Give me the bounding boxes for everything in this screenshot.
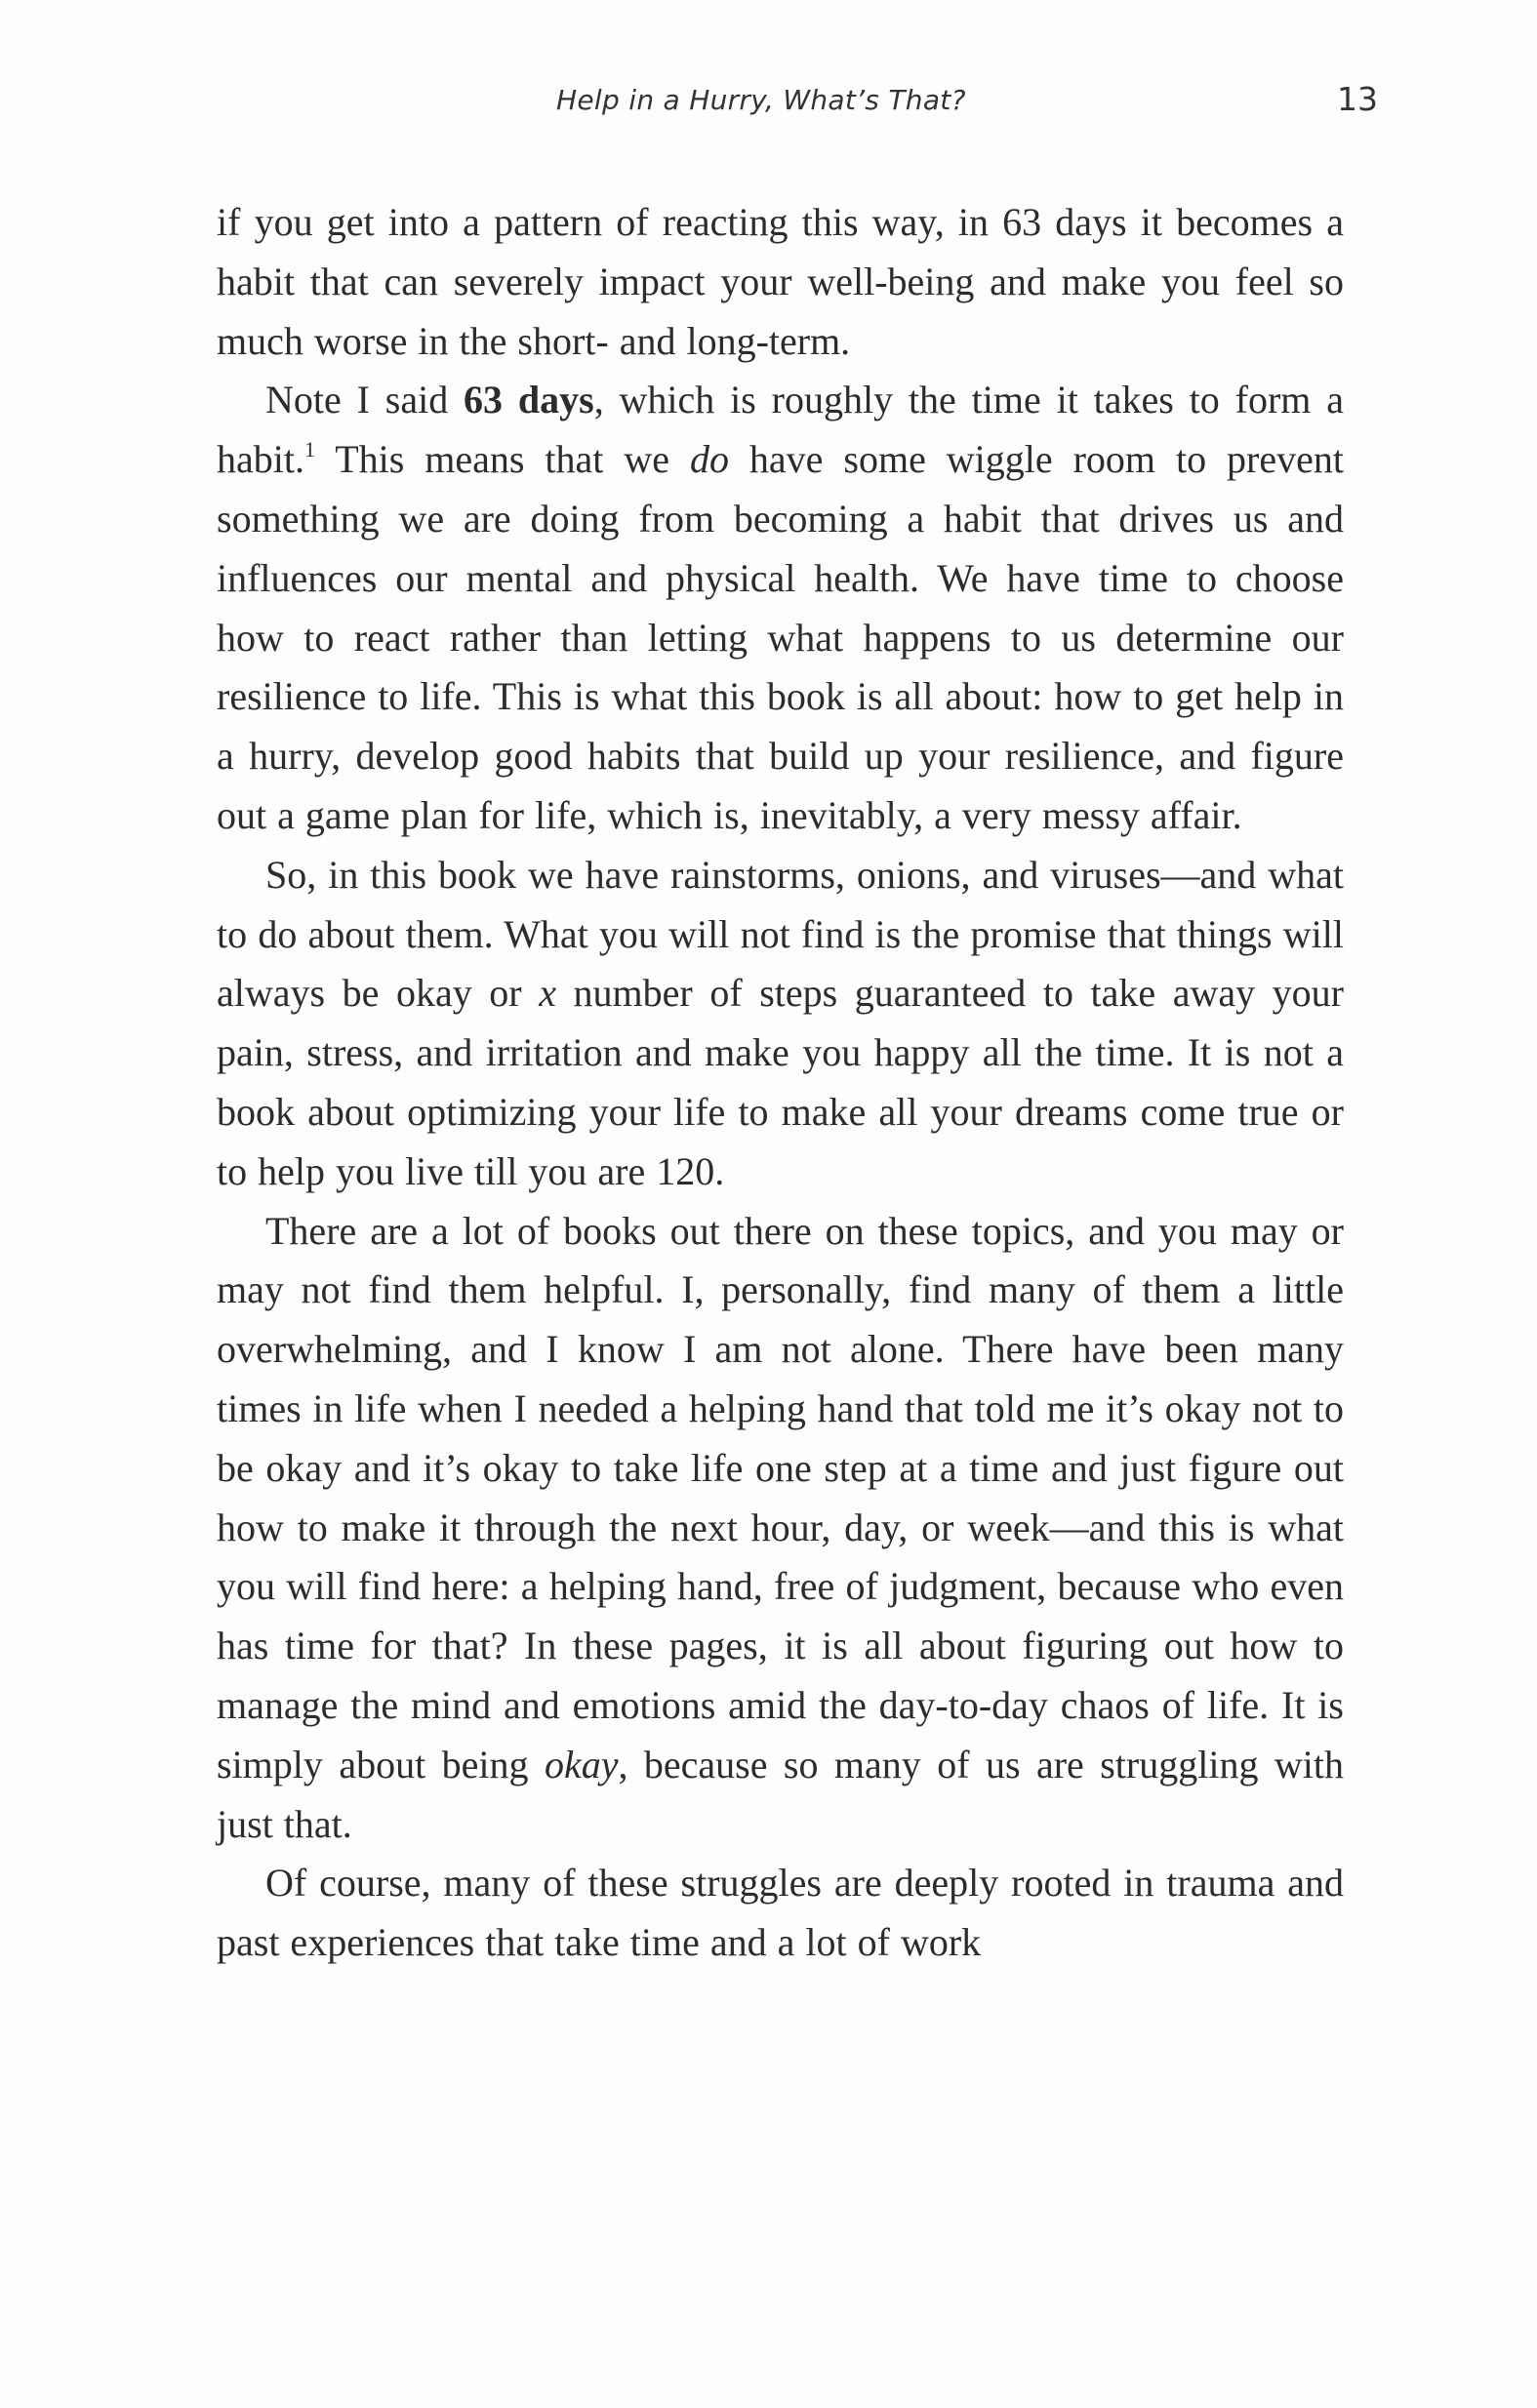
paragraph-4 — [217, 1202, 1344, 1855]
page-number: 13 — [1337, 80, 1378, 118]
paragraph-2-text-a: Note I said — [265, 378, 465, 422]
paragraph-2-bold: 63 days — [464, 378, 594, 422]
paragraph-2-text-b: , which is roughly the time it takes to form a habit. — [217, 378, 1344, 482]
running-title: Help in a Hurry, What’s That? — [556, 84, 966, 116]
paragraph-4-italic: okay — [544, 1742, 619, 1786]
footnote-marker: 1 — [303, 437, 315, 462]
paragraph-4-text-b: , because so many of us are struggling with just that. — [217, 1742, 1345, 1846]
paragraph-5: Of course, many of these struggles are deeply rooted in trauma and past experiences that take time and a lot of work — [217, 1861, 1344, 1965]
paragraph-2-text-c: This means that we — [314, 437, 690, 482]
running-head — [0, 80, 1537, 133]
paragraph-3-text-a: So, in this book we have rainstorms, onions, and viruses—and what to do about them. What you will not find is the promise that things will always be okay or — [217, 852, 1344, 1016]
paragraph-3-text-b: number of steps guaranteed to take away your pain, stress, and irritation and make you happy all the time. It is not a book about optimizing your life to make all your dreams come true or to help you live till you are 120. — [217, 971, 1345, 1193]
paragraph-2 — [217, 371, 1344, 845]
paragraph-3-italic: x — [539, 971, 556, 1016]
paragraph-4-text-a: There are a lot of books out there on these topics, and you may or may not find them helpful. I, personally, find many of them a little overwhelming, and I know I am not alone. There have been many times in life when I needed a helping hand that told me it’s okay not to be okay and it’s okay to take life one step at a time and just figure out how to make it through the next hour, day, or week—and this is what you will find here: a helping hand, free of judgment, because who even has time for that? In these pages, it is all about figuring out how to manage the mind and emotions amid the day-to-day chaos of life. It is simply about being — [217, 1208, 1344, 1786]
paragraph-2-italic: do — [689, 437, 729, 482]
paragraph-1: if you get into a pattern of reacting this way, in 63 days it becomes a habit that can severely impact your well-being and make you feel so much worse in the short- and long-term. — [217, 200, 1344, 363]
paragraph-3 — [217, 846, 1344, 1202]
paragraph-2-text-d: have some wiggle room to prevent something we are doing from becoming a habit that drives us and influences our mental and physical health. We have time to choose how to react rather than letting what happens to us determine our resilience to life. This is what this book is all about: how to get help in a hurry, develop good habits that build up your resilience, and figure out a game plan for life, which is, inevitably, a very messy affair. — [217, 437, 1345, 837]
body-text — [217, 193, 1344, 1973]
